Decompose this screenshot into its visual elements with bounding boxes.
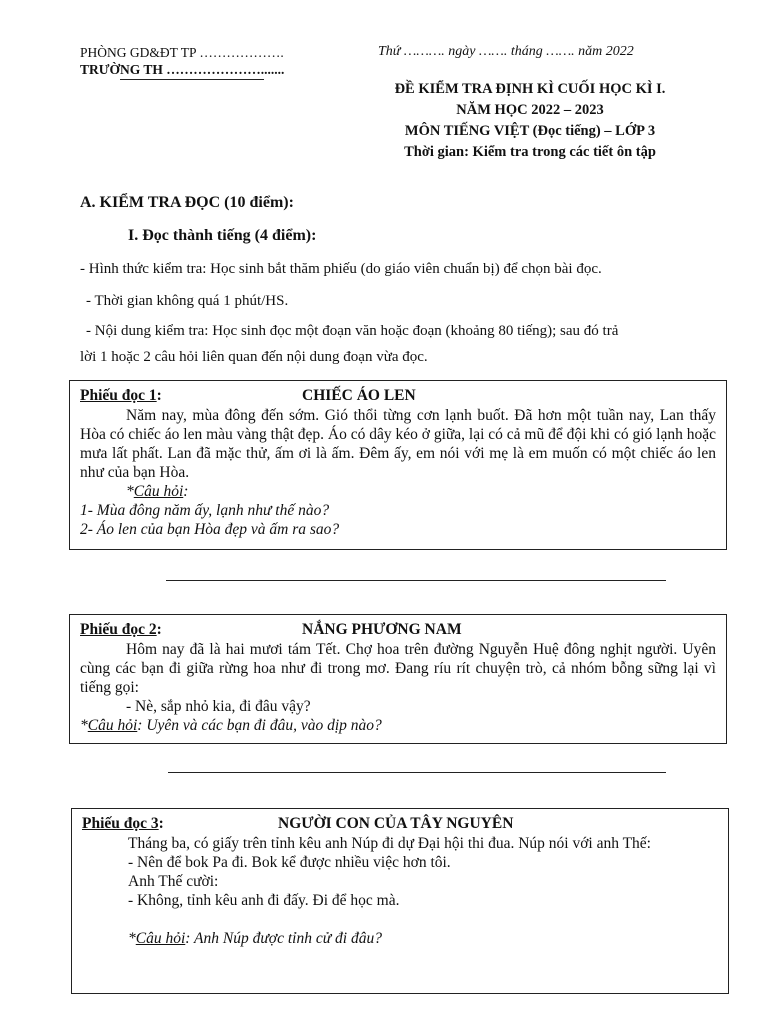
school-underline: [120, 79, 264, 80]
title-line-4: Thời gian: Kiểm tra trong các tiết ôn tập: [404, 144, 656, 160]
card-2-question: *Câu hỏi: Uyên và các bạn đi đâu, vào dịp nào?: [80, 717, 382, 734]
exam-title: [360, 79, 700, 163]
header-left: [80, 44, 284, 78]
instruction-content-line-2: lời 1 hoặc 2 câu hỏi liên quan đến nội dung đoạn vừa đọc.: [80, 349, 428, 365]
card-2-passage: Hôm nay đã là hai mươi tám Tết. Chợ hoa trên đường Nguyễn Huệ đông nghịt người. Uyên cùng các bạn đi giữa rừng hoa như đi trong mơ. Đang ríu rít chuyện trò, cả nhóm bỗng sững lại vì tiếng gọi:: [80, 641, 716, 696]
section-i-heading: I. Đọc thành tiếng (4 điểm):: [128, 227, 317, 244]
title-line-2: NĂM HỌC 2022 – 2023: [456, 102, 604, 118]
card-1-label: Phiếu đọc 1:: [80, 387, 162, 404]
instruction-form: - Hình thức kiểm tra: Học sinh bắt thăm phiếu (do giáo viên chuẩn bị) để chọn bài đọc.: [80, 261, 602, 277]
instruction-content-line-1: - Nội dung kiểm tra: Học sinh đọc một đoạn văn hoặc đoạn (khoảng 80 tiếng); sau đó trả: [86, 323, 619, 339]
date-line: Thứ ………. ngày ……. tháng ……. năm 2022: [378, 44, 634, 59]
section-a-heading: A. KIỂM TRA ĐỌC (10 điểm):: [80, 194, 294, 211]
instruction-content: [80, 318, 710, 370]
card-1-header: [80, 386, 716, 406]
card-1-question-1: 1- Mùa đông năm ấy, lạnh như thế nào?: [80, 502, 330, 519]
separator-line-1: [166, 580, 666, 581]
reading-card-1: [69, 380, 727, 550]
title-line-3: MÔN TIẾNG VIỆT (Đọc tiếng) – LỚP 3: [404, 123, 656, 139]
instruction-time: - Thời gian không quá 1 phút/HS.: [86, 293, 289, 309]
department-line: PHÒNG GD&ĐT TP ……………….: [80, 45, 284, 60]
card-2-label: Phiếu đọc 2:: [80, 621, 162, 638]
card-1-question-2: 2- Áo len của bạn Hòa đẹp và ấm ra sao?: [80, 521, 340, 538]
title-line-1: ĐỀ KIỂM TRA ĐỊNH KÌ CUỐI HỌC KÌ I.: [394, 81, 666, 97]
reading-card-2: [69, 614, 727, 744]
card-3-label: Phiếu đọc 3:: [82, 815, 164, 832]
card-3-spacer: [82, 910, 718, 929]
reading-card-3: [71, 808, 729, 994]
card-2-title: NẮNG PHƯƠNG NAM: [302, 621, 462, 638]
card-1-passage: Năm nay, mùa đông đến sớm. Gió thổi từng cơn lạnh buốt. Đã hơn một tuần nay, Lan thấy Hòa có chiếc áo len màu vàng thật đẹp. Áo có dây kéo ở giữa, lại có cả mũ để đội khi có gió lạnh hoặc mưa lất phất. Lan đã mặc thử, ấm ơi là ấm. Đêm ấy, em nói với mẹ là em muốn có một chiếc áo len như của bạn Hòa.: [80, 407, 716, 481]
card-2-dialog: - Nè, sắp nhỏ kia, đi đâu vậy?: [126, 698, 311, 715]
card-3-passage: Tháng ba, có giấy trên tỉnh kêu anh Núp đi dự Đại hội thi đua. Núp nói với anh Thế:: [128, 835, 651, 852]
separator-line-2: [168, 772, 666, 773]
school-line: TRƯỜNG TH ………………….......: [80, 62, 285, 77]
card-3-dialog-3: - Không, tỉnh kêu anh đi đấy. Đi để học mà.: [128, 892, 400, 909]
card-2-header: [80, 620, 716, 640]
card-1-title: CHIẾC ÁO LEN: [302, 387, 416, 404]
card-1-question-label: *Câu hỏi:: [126, 483, 189, 500]
card-3-title: NGƯỜI CON CỦA TÂY NGUYÊN: [278, 815, 514, 832]
card-3-question: *Câu hỏi: Anh Núp được tỉnh cử đi đâu?: [128, 930, 382, 947]
card-3-header: [82, 814, 718, 834]
card-3-dialog-1: - Nên để bok Pa đi. Bok kể được nhiều việc hơn tôi.: [128, 854, 451, 871]
card-3-dialog-2: Anh Thế cười:: [128, 873, 219, 890]
